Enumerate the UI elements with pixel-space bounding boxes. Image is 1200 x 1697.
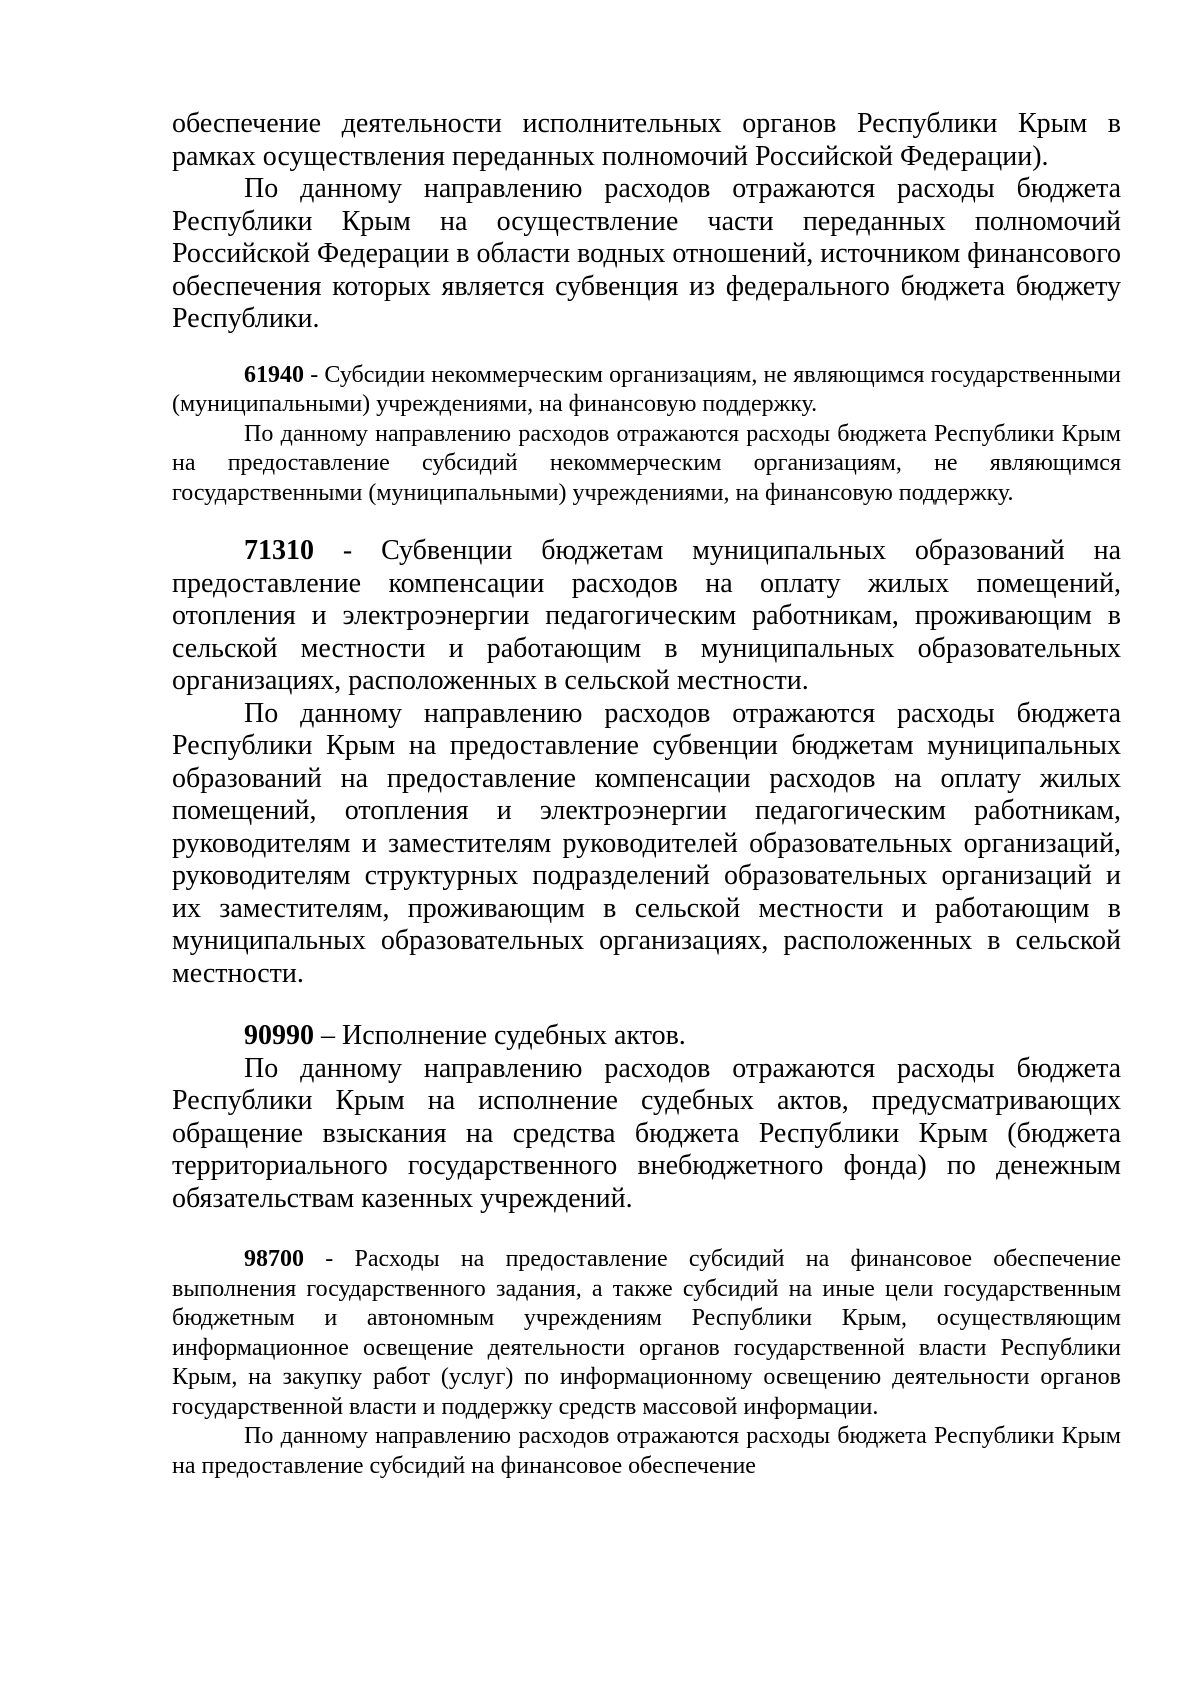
entry-title: Исполнение судебных актов. bbox=[342, 1020, 686, 1051]
continuation-text: обеспечение деятельности исполнительных органов Республики Крым в рамках осуществления переданных полномочий Российской Федерации). bbox=[172, 108, 1121, 172]
entry-separator: - bbox=[304, 1246, 355, 1272]
entry-title: Расходы на предоставление субсидий на финансовое обеспечение выполнения государственного задания, а также субсидий на иные цели государственным бюджетным и автономным учреждениям Республики Крым, осуществляющим информационное освещение деятельности органов государственной власти Республики Крым, на закупку работ (услуг) по информационному освещению деятельности органов государственной власти и поддержку средств массовой информации. bbox=[172, 1246, 1121, 1420]
entry-separator: - bbox=[314, 535, 382, 566]
entry-code: 90990 bbox=[244, 1020, 314, 1051]
entry-71310-description: По данному направлению расходов отражаются расходы бюджета Республики Крым на предоставление субвенции бюджетам муниципальных образований на предоставление компенсации расходов на оплату жилых помещений, отопления и электроэнергии педагогическим работникам, руководителям и заместителям руководителей образовательных организаций, руководителям структурных подразделений образовательных организаций и их заместителям, проживающим в сельской местности и работающим в муниципальных образовательных организациях, расположенных в сельской местности. bbox=[172, 697, 1121, 989]
entry-code: 71310 bbox=[244, 535, 314, 566]
entry-title: Субсидии некоммерческим организациям, не являющимся государственными (муниципальными) учреждениями, на финансовую поддержку. bbox=[172, 361, 1121, 417]
entry-98700-description: По данному направлению расходов отражаются расходы бюджета Республики Крым на предоставление субсидий на финансовое обеспечение bbox=[172, 1423, 1121, 1479]
entry-code: 98700 bbox=[244, 1246, 304, 1272]
continuation-description: По данному направлению расходов отражаются расходы бюджета Республики Крым на осуществление части переданных полномочий Российской Федерации в области водных отношений, источником финансового обеспечения которых является субвенция из федерального бюджета бюджету Республики. bbox=[172, 173, 1121, 334]
entry-61940-heading bbox=[172, 361, 1121, 420]
entry-71310-heading bbox=[172, 535, 1121, 698]
entry-90990-description: По данному направлению расходов отражаются расходы бюджета Республики Крым на исполнение судебных актов, предусматривающих обращение взыскания на средства бюджета Республики Крым (бюджета территориального государственного внебюджетного фонда) по денежным обязательствам казенных учреждений. bbox=[172, 1052, 1121, 1214]
entry-code: 61940 bbox=[244, 361, 304, 388]
entry-separator: – bbox=[314, 1020, 342, 1051]
entry-title: Субвенции бюджетам муниципальных образований на предоставление компенсации расходов на оплату жилых помещений, отопления и электроэнергии педагогическим работникам, проживающим в сельской местности и работающим в муниципальных образовательных организациях, расположенных в сельской местности. bbox=[172, 535, 1121, 696]
entry-98700-heading bbox=[172, 1245, 1121, 1422]
entry-90990-heading bbox=[172, 1020, 1121, 1053]
entry-61940-description: По данному направлению расходов отражаются расходы бюджета Республики Крым на предоставление субсидий некоммерческим организациям, не являющимся государственными (муниципальными) учреждениями, на финансовую поддержку. bbox=[172, 420, 1121, 506]
entry-separator: - bbox=[304, 361, 325, 388]
document-page bbox=[172, 108, 1121, 1481]
